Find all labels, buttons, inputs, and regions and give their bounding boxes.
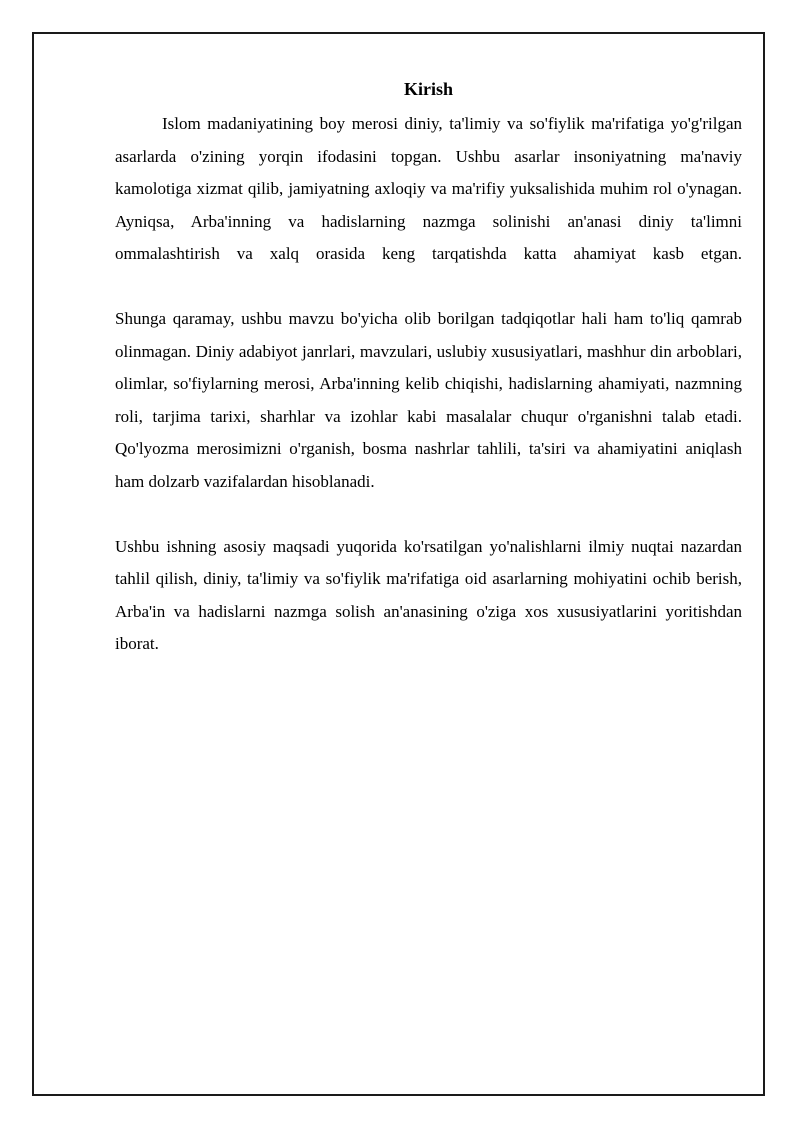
paragraph-objective: Ushbu ishning asosiy maqsadi yuqorida ko'rsatilgan yo'nalishlarni ilmiy nuqtai nazardan tahlil qilish, diniy, ta'limiy va so'fiylik ma'rifatiga oid asarlarning mohiyatini ochib berish, Arba'in va hadislarni nazmga solish an'anasining o'ziga xos xususiyatlarini yoritishdan iborat. [115,536,742,653]
document-body [115,76,742,661]
paragraph-spacer [115,271,742,304]
document-title: Kirish [403,79,453,99]
paragraph-spacer [115,498,742,531]
paragraph-introduction: Islom madaniyatining boy merosi diniy, ta'limiy va so'fiylik ma'rifatiga yo'g'rilgan asarlarda o'zining yorqin ifodasini topgan. Ushbu asarlar insoniyatning ma'naviy kamolotiga xizmat qilib, jamiyatning axloqiy va ma'rifiy yuksalishida muhim rol o'ynagan. Ayniqsa, Arba'inning va hadislarning nazmga solinishi an'anasi diniy ta'limni ommalashtirish va xalq orasida keng tarqatishda katta ahamiyat kasb etgan. [115,114,742,263]
paragraph-research-gap: Shunga qaramay, ushbu mavzu bo'yicha olib borilgan tadqiqotlar hali ham to'liq qamrab olinmagan. Diniy adabiyot janrlari, mavzulari, uslubiy xususiyatlari, mashhur din arboblari, olimlar, so'fiylarning merosi, Arba'inning kelib chiqishi, hadislarning ahamiyati, nazmning roli, tarjima tarixi, sharhlar va izohlar kabi masalalar chuqur o'rganishni talab etadi. Qo'lyozma merosimizni o'rganish, bosma nashrlar tahlili, ta'siri va ahamiyatini aniqlash ham dolzarb vazifalardan hisoblanadi. [115,309,742,491]
